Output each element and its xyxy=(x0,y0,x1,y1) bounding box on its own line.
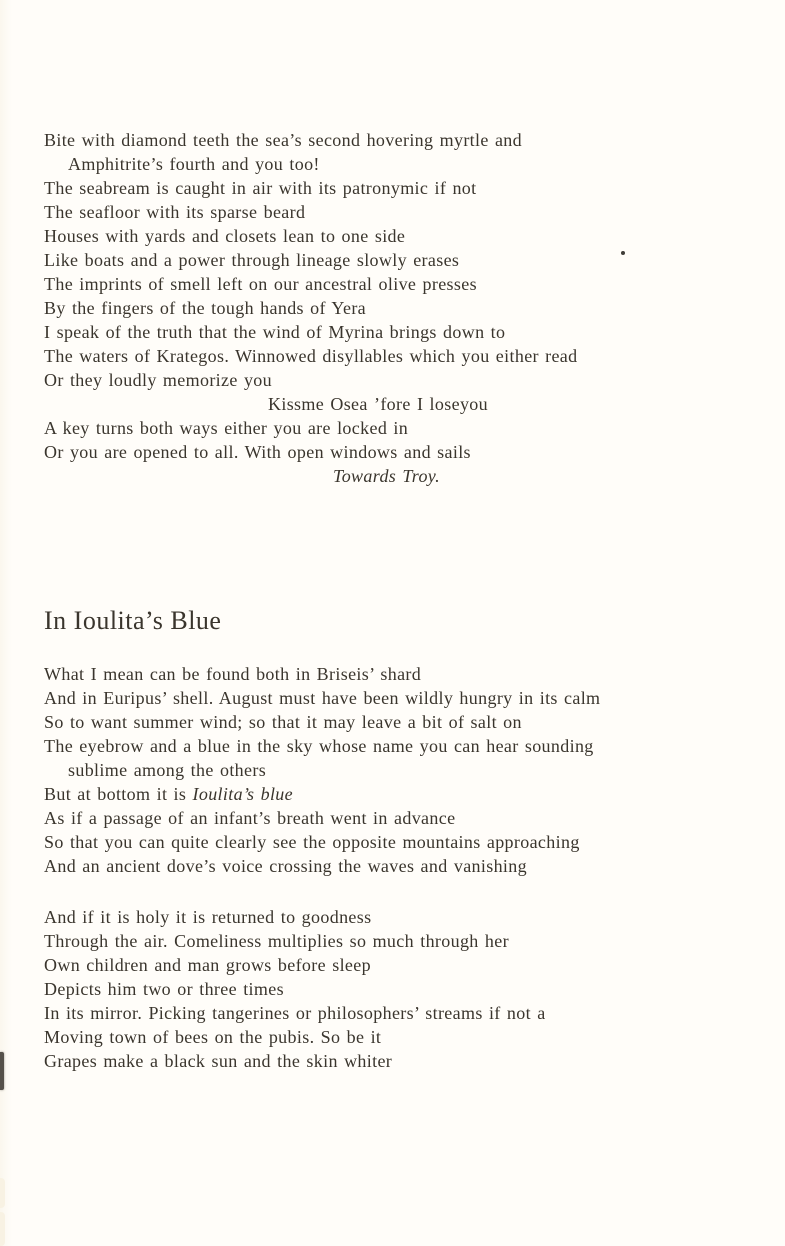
poem-line: So that you can quite clearly see the opposite mountains approaching xyxy=(44,832,580,852)
ioulita-stanza-1 xyxy=(44,662,765,878)
poem-title-block xyxy=(44,606,765,636)
poem-line: I speak of the truth that the wind of Myrina brings down to xyxy=(44,322,506,342)
poem-line: Like boats and a power through lineage slowly erases xyxy=(44,250,460,270)
poem-ending-block xyxy=(44,128,765,488)
poem-line: The imprints of smell left on our ancestral olive presses xyxy=(44,274,477,294)
poem-title: In Ioulita’s Blue xyxy=(44,606,222,635)
poem-line: In its mirror. Picking tangerines or philosophers’ streams if not a xyxy=(44,1003,546,1023)
poem-line-emphasis: Ioulita’s blue xyxy=(192,784,293,804)
ioulita-stanza-2 xyxy=(44,905,765,1073)
poem-line: Grapes make a black sun and the skin whiter xyxy=(44,1051,393,1071)
poem-line: Or you are opened to all. With open windows and sails xyxy=(44,442,471,462)
left-edge-ink-mark xyxy=(0,1052,4,1090)
poem-line: Kissme Osea ’fore I loseyou xyxy=(268,394,488,414)
poem-line: Moving town of bees on the pubis. So be it xyxy=(44,1027,382,1047)
poem-line: And in Euripus’ shell. August must have been wildly hungry in its calm xyxy=(44,688,601,708)
poem-line: The seafloor with its sparse beard xyxy=(44,202,306,222)
poem-line: The seabream is caught in air with its patronymic if not xyxy=(44,178,477,198)
poem-line: Towards Troy. xyxy=(333,466,441,486)
poem-line: Or they loudly memorize you xyxy=(44,370,272,390)
poem-line: Through the air. Comeliness multiplies so much through her xyxy=(44,931,509,951)
left-edge-smudge xyxy=(0,1212,5,1246)
poem-line: But at bottom it is Ioulita’s blue xyxy=(44,784,293,804)
poem-line: Houses with yards and closets lean to one side xyxy=(44,226,406,246)
poem-line: Own children and man grows before sleep xyxy=(44,955,371,975)
poem-line: The waters of Krategos. Winnowed disyllables which you either read xyxy=(44,346,578,366)
poem-line: Amphitrite’s fourth and you too! xyxy=(68,154,320,174)
poem-line: What I mean can be found both in Briseis’ shard xyxy=(44,664,422,684)
poem-line: A key turns both ways either you are locked in xyxy=(44,418,409,438)
poem-line: The eyebrow and a blue in the sky whose name you can hear sounding xyxy=(44,736,594,756)
poem-line: sublime among the others xyxy=(68,760,267,780)
poem-line: Depicts him two or three times xyxy=(44,979,284,999)
poem-line: And an ancient dove’s voice crossing the waves and vanishing xyxy=(44,856,527,876)
poem-line: As if a passage of an infant’s breath went in advance xyxy=(44,808,456,828)
poem-line: By the fingers of the tough hands of Yera xyxy=(44,298,367,318)
poem-line: And if it is holy it is returned to goodness xyxy=(44,907,372,927)
left-edge-smudge xyxy=(0,1178,5,1208)
poem-line: So to want summer wind; so that it may leave a bit of salt on xyxy=(44,712,522,732)
poem-line: Bite with diamond teeth the sea’s second hovering myrtle and xyxy=(44,130,522,150)
